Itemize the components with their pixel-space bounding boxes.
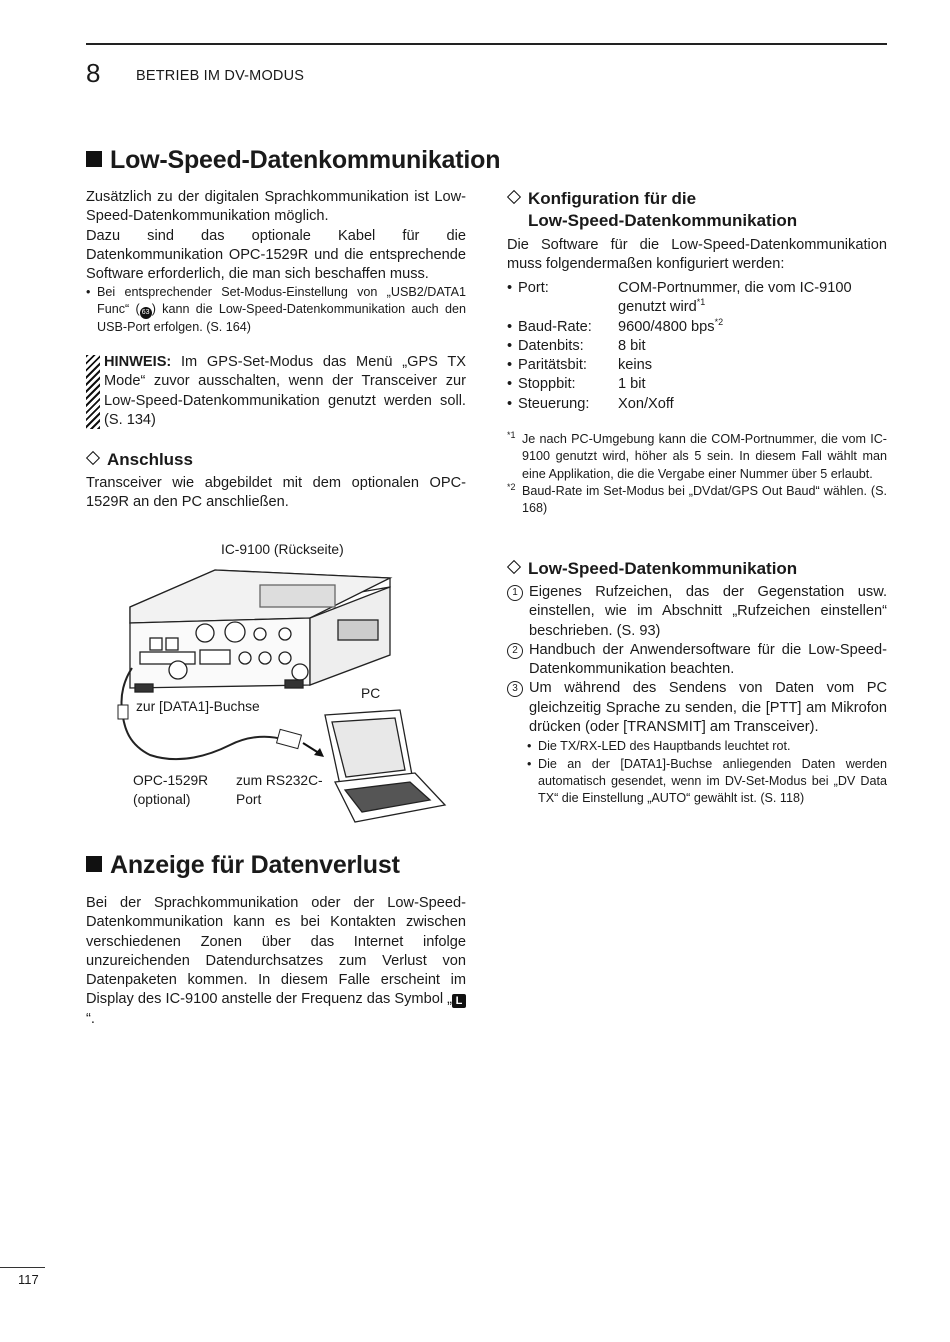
spec-row: • Steuerung: Xon/Xoff [507, 395, 887, 414]
diamond-icon [507, 560, 521, 574]
label-opc: OPC-1529R (optional) [133, 773, 209, 807]
footnote-2: $^{*2}$ Baud-Rate im Set-Modus bei „DVdat/GPS Out Baud“ wählen. (S. 168) [507, 481, 887, 516]
page-number: 117 [18, 1272, 39, 1287]
chapter-title: BETRIEB IM DV-MODUS [136, 68, 305, 84]
config-intro: Die Software für die Low-Speed-Datenkommunikation muss folgendermaßen konfiguriert werden: [507, 237, 887, 273]
label-rs232: zum RS232C- Port [236, 773, 323, 807]
footnote-1: $^{*1}$ Je nach PC-Umgebung kann die COM-Portnummer, die vom IC-9100 genutzt wird, höher als 5 sein. In diesem Fall wählt man eine Applikation, die die Vergabe einer Nummer über 5 erlaubt. [507, 429, 887, 481]
transceiver-illustration [130, 570, 390, 692]
step-item: 1 Eigenes Rufzeichen, das der Gegenstation usw. einstellen, wie im Abschnitt „Rufzeichen einstellen“ beschrieben. (S. 93) [507, 583, 887, 641]
spec-row: • Datenbits: 8 bit [507, 337, 887, 356]
step-item: 2 Handbuch der Anwendersoftware für die Low-Speed-Datenkommunikation beachten. [507, 641, 887, 680]
step-sub-bullet: • Die TX/RX-LED des Hauptbands leuchtet rot. [527, 738, 887, 755]
section1-intro [86, 188, 466, 284]
note-block [104, 353, 466, 430]
footer-rule [0, 1267, 45, 1268]
note-label: HINWEIS: [104, 354, 172, 370]
figure-title: IC-9100 (Rückseite) [221, 542, 344, 557]
spec-row: • Stoppbit: 1 bit [507, 375, 887, 394]
lsd-heading: Low-Speed-Datenkommunikation [507, 558, 797, 580]
note-text: Im GPS-Set-Modus das Menü „GPS TX Mode“ zuvor ausschalten, wenn der Transceiver zur Low-Speed-Datenkommunikation genutzt werden soll. (S. 134) [104, 354, 466, 428]
config-footnotes [507, 431, 887, 517]
spec-row: • Paritätsbit: keins [507, 356, 887, 375]
diamond-icon [507, 190, 521, 204]
section-heading-low-speed: Low-Speed-Datenkommunikation [86, 146, 500, 175]
set-item-number-icon: 63 [140, 307, 152, 319]
section-heading-datenverlust: Anzeige für Datenverlust [86, 851, 400, 880]
header-rule [86, 43, 887, 45]
chapter-number: 8 [86, 58, 101, 88]
usb-bullet: • Bei entsprechender Set-Modus-Einstellung von „USB2/DATA1 Func“ ( 63 ) kann die Low-Speed-Datenkommunikation auch den USB-Port erfolgen. (S. 164) [86, 284, 466, 337]
config-heading: Konfiguration für die Low-Speed-Datenkommunikation [507, 188, 887, 232]
intro-paragraph: Zusätzlich zu der digitalen Sprachkommunikation ist Low-Speed-Datenkommunikation möglich. [86, 189, 466, 225]
label-pc: PC [361, 686, 381, 701]
db9-connector-icon [277, 729, 302, 748]
square-bullet-icon [86, 151, 102, 167]
anschluss-text: Transceiver wie abgebildet mit dem optionalen OPC-1529R an den PC anschließen. [86, 475, 466, 511]
l-symbol-icon: L [452, 994, 466, 1008]
laptop-illustration [325, 710, 445, 822]
step-sub-bullet: • Die an der [DATA1]-Buchse anliegenden Daten werden automatisch gesendet, wenn im DV-Set-Modus bei „DV Data TX“ die Einstellung „AUTO“ gewählt ist. (S. 118) [527, 756, 887, 808]
spec-row: • Baud-Rate: 9600/4800 bps$^{*2}$ [507, 318, 887, 337]
lsd-steps [507, 583, 887, 808]
spec-row: • Port: COM-Portnummer, die vom IC-9100 genutzt wird$^{*1}$ [507, 279, 887, 318]
diamond-icon [86, 451, 100, 465]
config-spec-list [507, 279, 887, 414]
intro-paragraph-2: Dazu sind das optionale Kabel für die Datenkommunikation OPC-1529R und die entsprechende Software erforderlich, die man sich beschaffen muss. [86, 227, 466, 283]
cable-filter-icon [118, 705, 128, 719]
anschluss-heading: Anschluss [86, 449, 193, 471]
label-data1: zur [DATA1]-Buchse [136, 699, 260, 714]
note-hatch-icon [86, 355, 100, 429]
step-item: 3 Um während des Sendens von Daten vom PC gleichzeitig Sprache zu senden, die [PTT] am Mikrofon drücken (oder [TRANSMIT] am Transceiver). [507, 679, 887, 737]
datenverlust-text: Bei der Sprachkommunikation oder der Low-Speed-Datenkommunikation kann es bei Kontakten zwischen verschiedenen Zonen über das Internet infolge unzureichenden Datendurchsatzes zum Verlust von Datenpaketen kommen. In diesem Falle erscheint im Display des IC-9100 anstelle der Frequenz das Symbol „ L“. [86, 895, 466, 1027]
arrow-head-icon [314, 748, 324, 757]
square-bullet-icon [86, 856, 102, 872]
